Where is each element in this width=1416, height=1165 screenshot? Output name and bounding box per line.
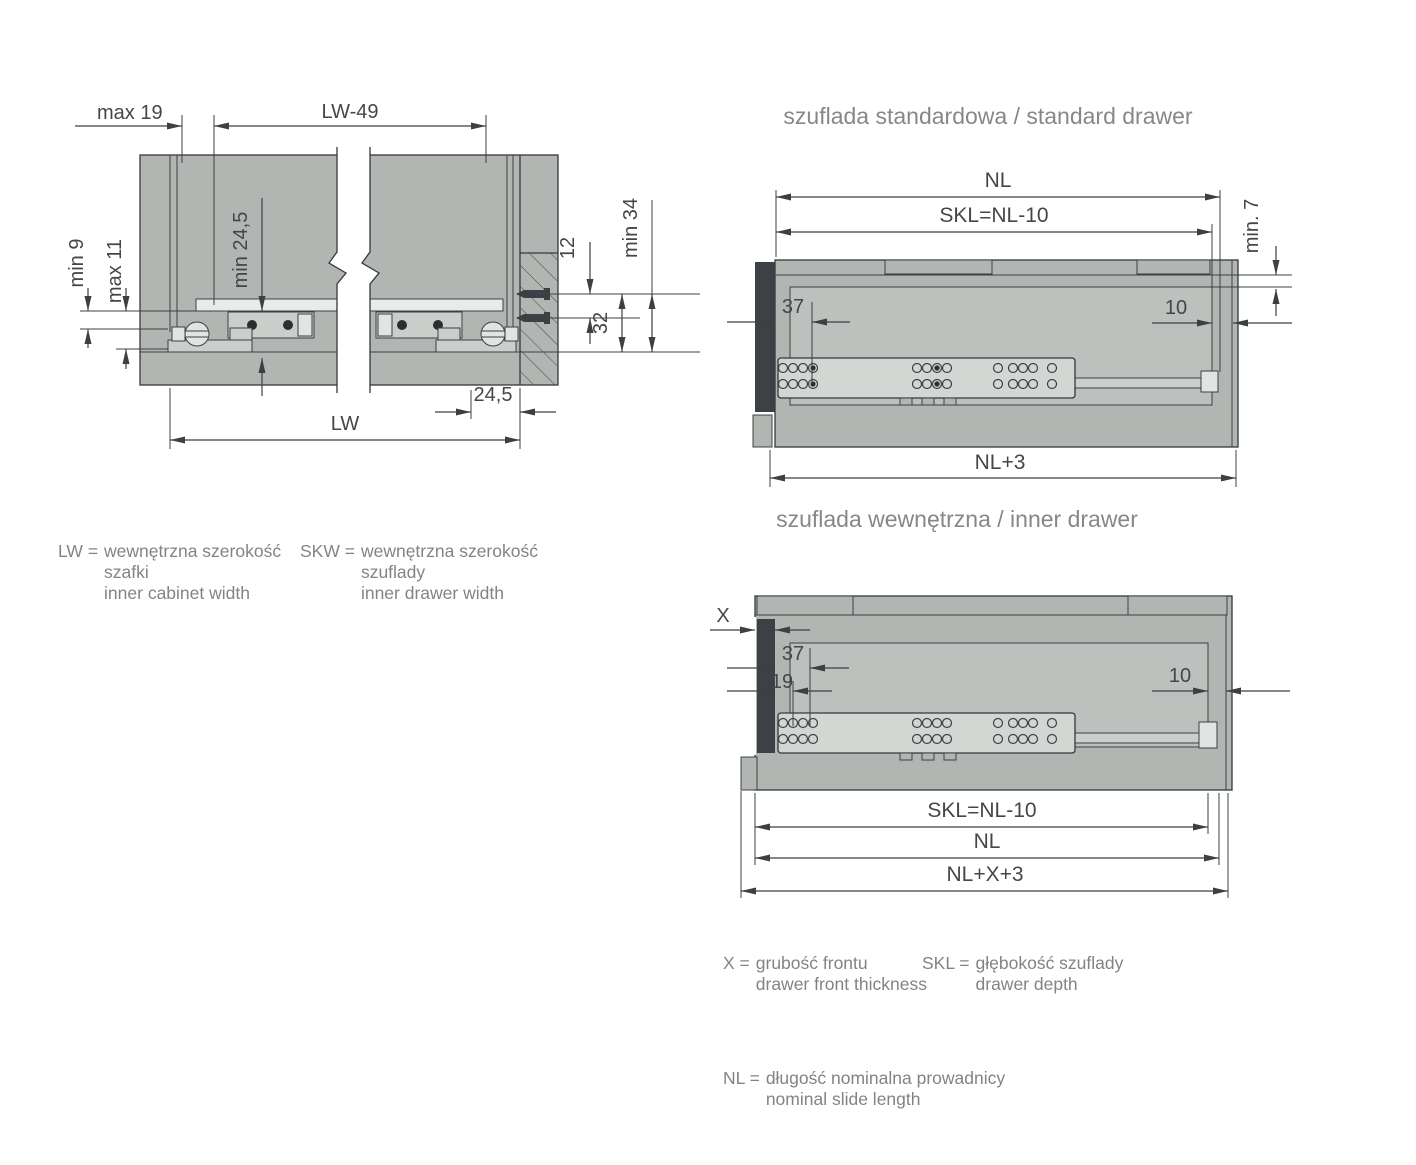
- inner-drawer-diagram: [710, 506, 1290, 898]
- legend-line: głębokość szuflady: [975, 953, 1124, 973]
- dim-label-max19: max 19: [97, 102, 163, 124]
- mounting-screw-head: [185, 322, 209, 346]
- cross-section-diagram: [66, 101, 700, 449]
- legend-line: drawer front thickness: [755, 974, 927, 994]
- dim-label-nlx3: NL+X+3: [946, 863, 1024, 886]
- dim-label-nl: NL: [984, 169, 1012, 192]
- dim-label-37: 37: [781, 296, 805, 318]
- legend-term: SKW =: [300, 541, 355, 561]
- dim-label-lw49: LW-49: [321, 101, 379, 123]
- dim-label-245: 24,5: [473, 384, 513, 406]
- dim-label-skl: SKL=NL-10: [927, 799, 1037, 822]
- dim-label-nl3: NL+3: [974, 451, 1026, 474]
- dim-label-skl: SKL=NL-10: [939, 204, 1049, 227]
- dim-label-max11: max 11: [104, 238, 126, 304]
- dim-label-10: 10: [1164, 297, 1188, 319]
- dim-label-32: 32: [590, 311, 612, 335]
- dim-label-x: X: [716, 605, 730, 627]
- legend-line: inner drawer width: [360, 583, 504, 603]
- legend-term: LW =: [58, 541, 99, 561]
- dim-label-lw: LW: [330, 413, 360, 435]
- legend-nl: [723, 1068, 1005, 1110]
- dim-label-10: 10: [1168, 665, 1192, 687]
- dim-label-min34: min 34: [620, 197, 642, 259]
- legend-term: NL =: [723, 1068, 760, 1088]
- standard-drawer-diagram: [727, 103, 1292, 487]
- legend-line: grubość frontu: [755, 953, 868, 973]
- legend-skl: [922, 953, 1123, 995]
- dim-label-19: 19: [770, 671, 794, 693]
- dim-label-12: 12: [557, 236, 579, 260]
- legend-line: wewnętrzna szerokość: [360, 541, 538, 561]
- dim-label-min245: min 24,5: [230, 211, 252, 289]
- legend-x: [723, 953, 927, 995]
- legend-term: X =: [723, 953, 750, 973]
- legend-line: nominal slide length: [765, 1089, 921, 1109]
- mounting-screw-head: [481, 322, 505, 346]
- legend-line: długość nominalna prowadnicy: [765, 1068, 1006, 1088]
- legend-line: inner cabinet width: [104, 583, 250, 603]
- legend-skw: [300, 541, 538, 604]
- legend-lw: [58, 541, 281, 604]
- legend-line: wewnętrzna szerokość: [104, 541, 282, 561]
- dim-label-37: 37: [781, 643, 805, 665]
- standard-drawer-title: szuflada standardowa / standard drawer: [783, 103, 1193, 129]
- dim-label-min9: min 9: [66, 238, 88, 288]
- inner-drawer-title: szuflada wewnętrzna / inner drawer: [776, 506, 1138, 532]
- legend-line: szuflady: [360, 562, 426, 582]
- legend-term: SKL =: [922, 953, 970, 973]
- drawer-front-panel: [755, 262, 775, 412]
- dim-label-nl: NL: [973, 830, 1001, 853]
- dim-label-min7: min. 7: [1241, 198, 1263, 254]
- legend-line: drawer depth: [975, 974, 1078, 994]
- legend-line: szafki: [104, 562, 149, 582]
